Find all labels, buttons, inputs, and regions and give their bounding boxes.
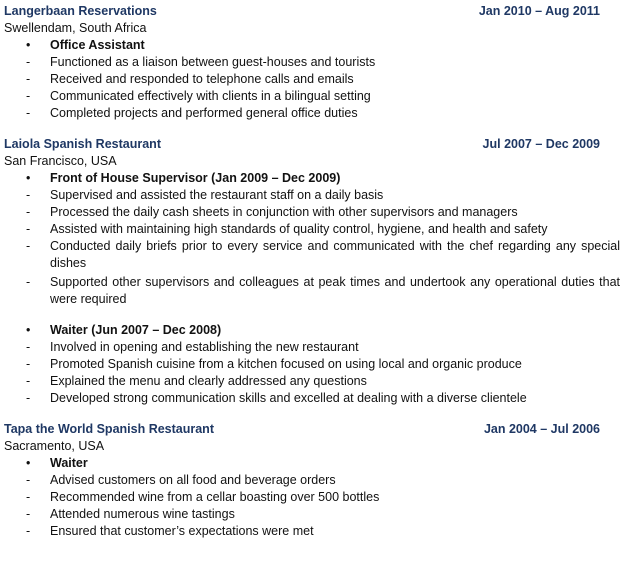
- duty-item: [4, 390, 630, 407]
- job-location: San Francisco, USA: [4, 154, 117, 168]
- duty-item: [4, 523, 630, 540]
- dash-icon: -: [26, 473, 31, 487]
- role-title-text: Waiter: [50, 456, 88, 470]
- duty-text: Completed projects and performed general office duties: [50, 106, 358, 120]
- job-header: [4, 135, 630, 153]
- duty-text: Attended numerous wine tastings: [50, 507, 235, 521]
- duty-item: [4, 187, 630, 204]
- dash-icon: -: [26, 188, 31, 202]
- duty-item: [4, 489, 630, 506]
- job-dates: Jul 2007 – Dec 2009: [482, 137, 600, 151]
- duty-item: [4, 339, 630, 356]
- role-list: [4, 170, 630, 407]
- dash-icon: -: [26, 357, 31, 371]
- job-dates: Jan 2010 – Aug 2011: [478, 4, 600, 18]
- duty-item: [4, 373, 630, 390]
- duty-text: Communicated effectively with clients in a bilingual setting: [50, 89, 371, 103]
- duty-item: [4, 472, 630, 489]
- bullet-icon: •: [26, 38, 31, 52]
- job-header: [4, 420, 630, 438]
- duty-text: Recommended wine from a cellar boasting over 500 bottles: [50, 490, 380, 504]
- bullet-icon: •: [26, 171, 31, 185]
- bullet-icon: •: [26, 323, 31, 337]
- spacer: [4, 310, 630, 322]
- role-title: [4, 37, 630, 54]
- duty-item: [4, 88, 630, 105]
- duty-text: Functioned as a liaison between guest-houses and tourists: [50, 55, 376, 69]
- job-entry: [4, 2, 630, 122]
- duty-text: Involved in opening and establishing the new restaurant: [50, 340, 359, 354]
- dash-icon: -: [26, 340, 31, 354]
- job-header: [4, 2, 630, 20]
- dash-icon: -: [26, 275, 31, 289]
- duty-text: Promoted Spanish cuisine from a kitchen focused on using local and organic produce: [50, 357, 522, 371]
- duty-text: Assisted with maintaining high standards of quality control, hygiene, and health and safety: [50, 222, 548, 236]
- role-title: [4, 322, 630, 339]
- job-dates: Jan 2004 – Jul 2006: [483, 422, 600, 436]
- dash-icon: -: [26, 490, 31, 504]
- job-entry: [4, 135, 630, 407]
- role-title-text: Office Assistant: [50, 38, 145, 52]
- dash-icon: -: [26, 374, 31, 388]
- role-list: [4, 455, 630, 540]
- duty-item: [4, 356, 630, 373]
- role-title: [4, 455, 630, 472]
- duty-text: Explained the menu and clearly addressed any questions: [50, 374, 367, 388]
- dash-icon: -: [26, 55, 31, 69]
- dash-icon: -: [26, 72, 31, 86]
- role-title-text: Front of House Supervisor (Jan 2009 – Dec 2009): [50, 171, 341, 185]
- company-name: Langerbaan Reservations: [4, 4, 157, 18]
- dash-icon: -: [26, 524, 31, 538]
- job-location: Swellendam, South Africa: [4, 21, 147, 35]
- duty-item: [4, 506, 630, 523]
- role-title-text: Waiter (Jun 2007 – Dec 2008): [50, 323, 222, 337]
- duty-text: Advised customers on all food and beverage orders: [50, 473, 336, 487]
- dash-icon: -: [26, 222, 31, 236]
- company-name: Tapa the World Spanish Restaurant: [4, 422, 214, 436]
- job-entry: [4, 420, 630, 540]
- job-location: Sacramento, USA: [4, 439, 105, 453]
- duty-item: [4, 71, 630, 88]
- duty-text: Received and responded to telephone calls and emails: [50, 72, 354, 86]
- role-list: [4, 37, 630, 122]
- dash-icon: -: [26, 106, 31, 120]
- dash-icon: -: [26, 205, 31, 219]
- duty-item: [4, 238, 630, 272]
- duty-item: [4, 274, 630, 308]
- duty-text: Supported other supervisors and colleagues at peak times and undertook any operational duties that were required: [50, 275, 620, 306]
- company-name: Laiola Spanish Restaurant: [4, 137, 161, 151]
- dash-icon: -: [26, 507, 31, 521]
- duty-item: [4, 54, 630, 71]
- bullet-icon: •: [26, 456, 31, 470]
- duty-text: Conducted daily briefs prior to every service and communicated with the chef regarding any special dishes: [50, 239, 620, 270]
- dash-icon: -: [26, 239, 31, 253]
- duty-item: [4, 204, 630, 221]
- duty-item: [4, 221, 630, 238]
- duty-text: Supervised and assisted the restaurant staff on a daily basis: [50, 188, 384, 202]
- dash-icon: -: [26, 89, 31, 103]
- dash-icon: -: [26, 391, 31, 405]
- duty-text: Processed the daily cash sheets in conjunction with other supervisors and managers: [50, 205, 518, 219]
- duty-text: Developed strong communication skills and excelled at dealing with a diverse clientele: [50, 391, 527, 405]
- duty-item: [4, 105, 630, 122]
- role-title: [4, 170, 630, 187]
- duty-text: Ensured that customer’s expectations were met: [50, 524, 314, 538]
